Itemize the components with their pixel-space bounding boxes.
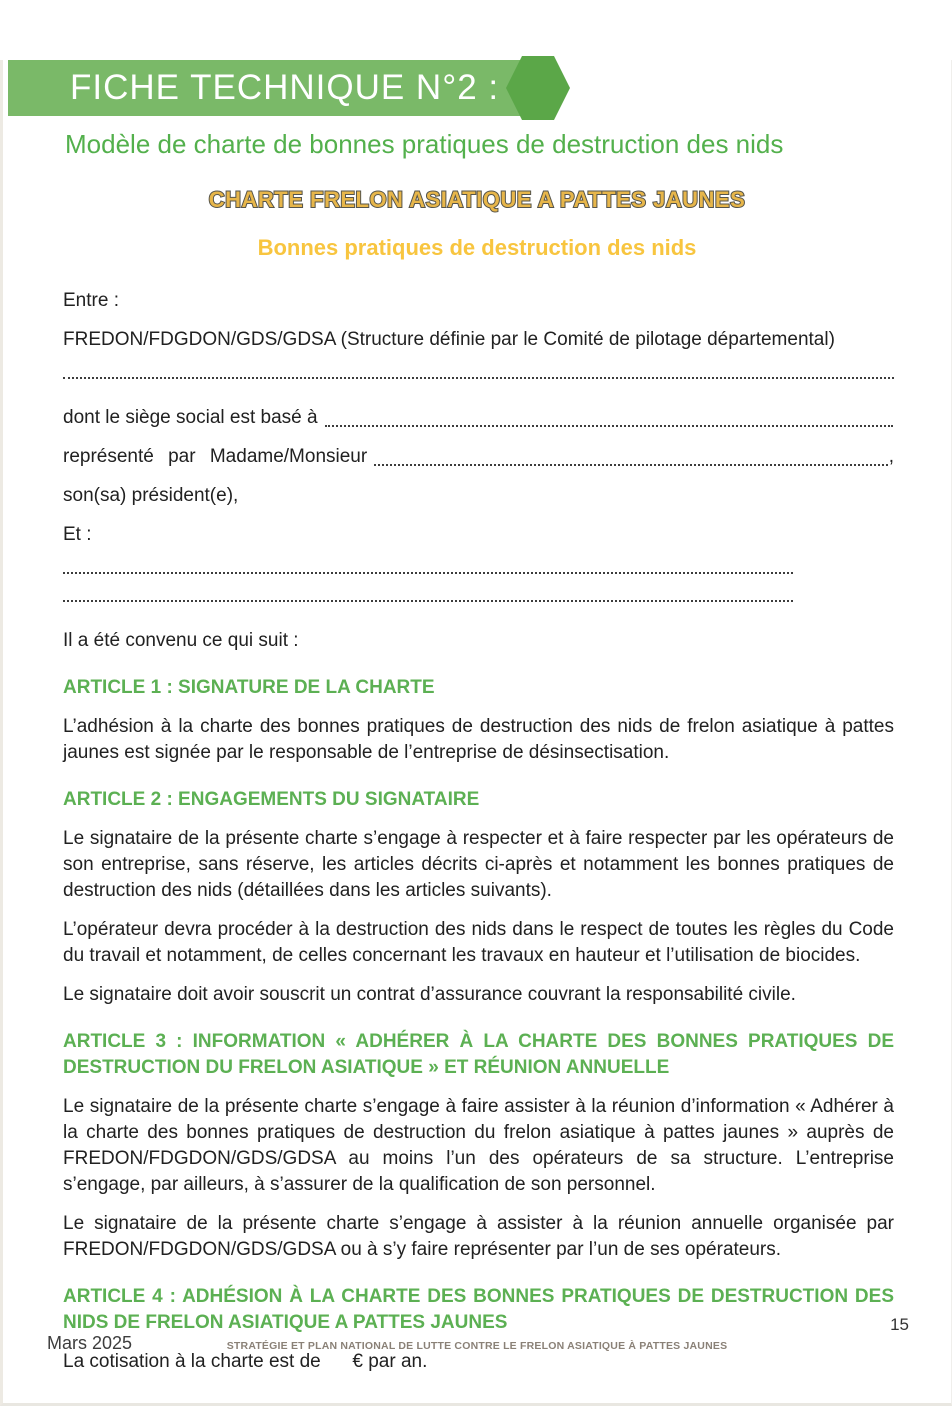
represente-label: représenté par Madame/Monsieur (63, 446, 368, 467)
document-page (0, 60, 952, 1406)
siege-label: dont le siège social est basé à (63, 407, 318, 428)
article-2-paragraph: Le signataire de la présente charte s’engage à respecter et à faire respecter par les opérateurs de son entreprise, sans réserve, les articles décrits ci-après et notamment les bonnes pratiques de destruction des nids (détaillées dans les articles suivants). (63, 828, 894, 901)
intro-entre: Entre : (63, 290, 119, 311)
page-number: 15 (890, 1315, 909, 1334)
intro-et: Et : (63, 524, 92, 545)
article-3-heading: ARTICLE 3 : INFORMATION « ADHÉRER À LA CHARTE DES BONNES PRATIQUES DE DESTRUCTION DU FRELON ASIATIQUE » ET RÉUNION ANNUELLE (63, 1031, 894, 1078)
article-4-heading: ARTICLE 4 : ADHÉSION À LA CHARTE DES BONNES PRATIQUES DE DESTRUCTION DES NIDS DE FRELON ASIATIQUE A PATTES JAUNES (63, 1286, 894, 1333)
fill-in-line-siege (63, 405, 894, 431)
fill-in-line-signatory-1 (63, 572, 793, 574)
intro-president-line: son(sa) président(e), (63, 485, 239, 506)
article-2-heading: ARTICLE 2 : ENGAGEMENTS DU SIGNATAIRE (63, 789, 480, 810)
dotted-leader (374, 464, 888, 466)
footer-date: Mars 2025 (47, 1333, 133, 1353)
represente-suffix: , (888, 446, 894, 467)
article-2-paragraph: L’opérateur devra procéder à la destruction des nids dans le respect de toutes les règles du Code du travail et notamment, de celles concernant les travaux en hauteur et l’utilisation de biocides. (63, 919, 894, 966)
fill-in-line-represente (63, 444, 894, 470)
intro-fredon-line: FREDON/FDGDON/GDS/GDSA (Structure définie par le Comité de pilotage départemental) (63, 329, 835, 350)
article-1-heading: ARTICLE 1 : SIGNATURE DE LA CHARTE (63, 677, 435, 698)
document-subtitle: Modèle de charte de bonnes pratiques de destruction des nids (65, 129, 784, 159)
article-3-paragraph: Le signataire de la présente charte s’engage à faire assister à la réunion d’information « Adhérer à la charte des bonnes pratiques de destruction du frelon asiatique à pattes jaunes » auprès de FREDON/FDGDON/GDS/GDSA au moins l’un des opérateurs de sa structure. L’entreprise s’engage, par ailleurs, à s’assurer de la qualification de son personnel. (63, 1096, 894, 1195)
banner-title: FICHE TECHNIQUE N°2 : (70, 68, 500, 107)
article-3-paragraph: Le signataire de la présente charte s’engage à assister à la réunion annuelle organisée par FREDON/FDGDON/GDS/GDSA ou à s’y faire représenter par l’un de ses opérateurs. (63, 1213, 894, 1260)
charter-title: CHARTE FRELON ASIATIQUE A PATTES JAUNES (208, 187, 746, 212)
intro-convenu: Il a été convenu ce qui suit : (63, 630, 299, 651)
article-2-paragraph: Le signataire doit avoir souscrit un contrat d’assurance couvrant la responsabilité civile. (63, 984, 796, 1005)
charter-subtitle: Bonnes pratiques de destruction des nids (257, 235, 697, 260)
fiche-technique-banner (8, 60, 553, 116)
article-4-paragraph: La cotisation à la charte est de € par an. (63, 1351, 428, 1372)
page-footer (3, 1315, 951, 1403)
document-body (63, 288, 894, 1375)
article-1-paragraph: L’adhésion à la charte des bonnes pratiques de destruction des nids de frelon asiatique à pattes jaunes est signée par le responsable de l’entreprise de désinsectisation. (63, 716, 894, 763)
footer-running-title: STRATÉGIE ET PLAN NATIONAL DE LUTTE CONTRE LE FRELON ASIATIQUE À PATTES JAUNES (226, 1340, 728, 1352)
fill-in-line-structure-name (63, 377, 894, 379)
fill-in-line-signatory-2 (63, 600, 793, 602)
dotted-leader (325, 425, 893, 427)
